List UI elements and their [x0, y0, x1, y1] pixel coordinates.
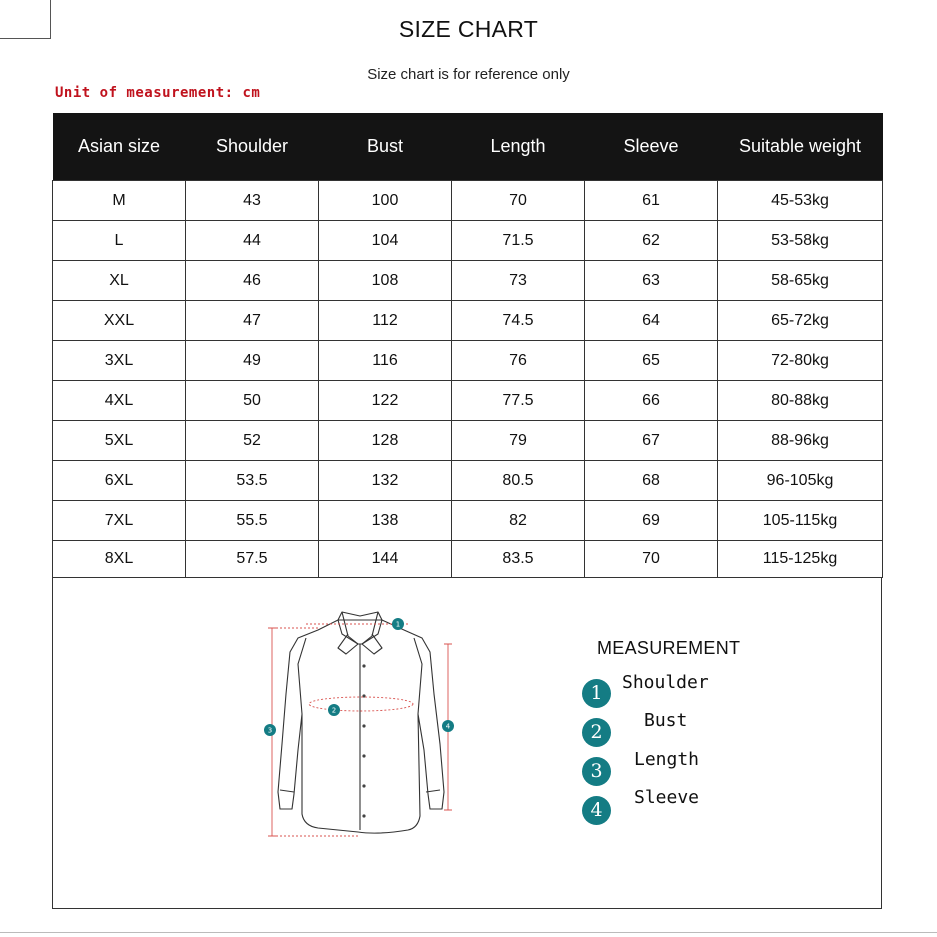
- table-body: [53, 181, 883, 578]
- table-cell: 144: [319, 541, 452, 578]
- table-row: [53, 541, 883, 578]
- table-header-row: [53, 113, 883, 181]
- table-cell: 52: [186, 421, 319, 461]
- table-row: [53, 501, 883, 541]
- measurement-number: 2: [582, 718, 611, 747]
- table-cell: 57.5: [186, 541, 319, 578]
- measurement-item-shoulder: [582, 672, 782, 710]
- table-cell: 50: [186, 381, 319, 421]
- measurement-label: Shoulder: [622, 672, 709, 693]
- svg-text:3: 3: [267, 726, 273, 735]
- measurement-item-bust: [582, 710, 782, 748]
- table-cell: 67: [585, 421, 718, 461]
- table-cell: 83.5: [452, 541, 585, 578]
- diagram-markers: [264, 618, 454, 736]
- table-cell: 70: [452, 181, 585, 221]
- table-row: [53, 381, 883, 421]
- table-cell: L: [53, 221, 186, 261]
- measurement-label: Sleeve: [634, 787, 700, 808]
- table-cell: 80-88kg: [718, 381, 883, 421]
- column-header: Suitable weight: [718, 113, 883, 181]
- table-cell: XL: [53, 261, 186, 301]
- table-row: [53, 461, 883, 501]
- column-header: Length: [452, 113, 585, 181]
- measurement-number: 4: [582, 796, 611, 825]
- measurement-item-sleeve: [582, 786, 782, 824]
- table-cell: 73: [452, 261, 585, 301]
- page-title: SIZE CHART: [398, 16, 539, 42]
- table-cell: 58-65kg: [718, 261, 883, 301]
- table-cell: 5XL: [53, 421, 186, 461]
- column-header: Shoulder: [186, 113, 319, 181]
- table-cell: 70: [585, 541, 718, 578]
- table-cell: 4XL: [53, 381, 186, 421]
- shirt-outline: [278, 620, 444, 833]
- table-cell: 116: [319, 341, 452, 381]
- table-cell: 105-115kg: [718, 501, 883, 541]
- table-cell: 96-105kg: [718, 461, 883, 501]
- table-cell: M: [53, 181, 186, 221]
- table-cell: 3XL: [53, 341, 186, 381]
- measurement-label: Length: [634, 749, 700, 770]
- table-cell: 88-96kg: [718, 421, 883, 461]
- table-cell: 7XL: [53, 501, 186, 541]
- table-cell: 128: [319, 421, 452, 461]
- table-cell: 72-80kg: [718, 341, 883, 381]
- table-cell: 112: [319, 301, 452, 341]
- table-cell: 122: [319, 381, 452, 421]
- table-cell: 64: [585, 301, 718, 341]
- table-cell: 66: [585, 381, 718, 421]
- table-cell: 132: [319, 461, 452, 501]
- table-cell: 65-72kg: [718, 301, 883, 341]
- table-cell: 53.5: [186, 461, 319, 501]
- table-cell: 68: [585, 461, 718, 501]
- table-cell: 44: [186, 221, 319, 261]
- bottom-divider: [0, 932, 937, 933]
- measurement-title: MEASUREMENT: [597, 638, 741, 658]
- table-row: [53, 261, 883, 301]
- measurement-number: 1: [582, 679, 611, 708]
- shirt-diagram: [258, 604, 468, 844]
- table-row: [53, 301, 883, 341]
- table-cell: 115-125kg: [718, 541, 883, 578]
- table-row: [53, 181, 883, 221]
- table-cell: 45-53kg: [718, 181, 883, 221]
- table-cell: 62: [585, 221, 718, 261]
- measurement-label: Bust: [644, 710, 688, 731]
- shirt-buttons: [362, 664, 365, 817]
- table-row: [53, 421, 883, 461]
- table-cell: 8XL: [53, 541, 186, 578]
- table-cell: 46: [186, 261, 319, 301]
- table-cell: 80.5: [452, 461, 585, 501]
- table-row: [53, 341, 883, 381]
- svg-text:1: 1: [395, 620, 401, 629]
- unit-note: Unit of measurement: cm: [55, 85, 261, 101]
- table-cell: 71.5: [452, 221, 585, 261]
- table-cell: 79: [452, 421, 585, 461]
- table-cell: 6XL: [53, 461, 186, 501]
- table-cell: 49: [186, 341, 319, 381]
- table-cell: 100: [319, 181, 452, 221]
- measurement-list: [582, 672, 782, 824]
- table-cell: 108: [319, 261, 452, 301]
- table-cell: 47: [186, 301, 319, 341]
- table-cell: 82: [452, 501, 585, 541]
- table-cell: 63: [585, 261, 718, 301]
- size-table: [52, 113, 883, 578]
- measurement-item-length: [582, 748, 782, 786]
- table-cell: 138: [319, 501, 452, 541]
- svg-text:4: 4: [445, 722, 451, 731]
- column-header: Sleeve: [585, 113, 718, 181]
- svg-text:2: 2: [331, 706, 337, 715]
- table-cell: 74.5: [452, 301, 585, 341]
- table-cell: 65: [585, 341, 718, 381]
- table-cell: 61: [585, 181, 718, 221]
- table-cell: 69: [585, 501, 718, 541]
- column-header: Asian size: [53, 113, 186, 181]
- table-cell: 104: [319, 221, 452, 261]
- table-cell: 77.5: [452, 381, 585, 421]
- column-header: Bust: [319, 113, 452, 181]
- table-cell: 76: [452, 341, 585, 381]
- page-subtitle: Size chart is for reference only: [367, 66, 570, 83]
- table-cell: 43: [186, 181, 319, 221]
- measurement-number: 3: [582, 757, 611, 786]
- table-row: [53, 221, 883, 261]
- table-cell: 55.5: [186, 501, 319, 541]
- table-cell: 53-58kg: [718, 221, 883, 261]
- table-cell: XXL: [53, 301, 186, 341]
